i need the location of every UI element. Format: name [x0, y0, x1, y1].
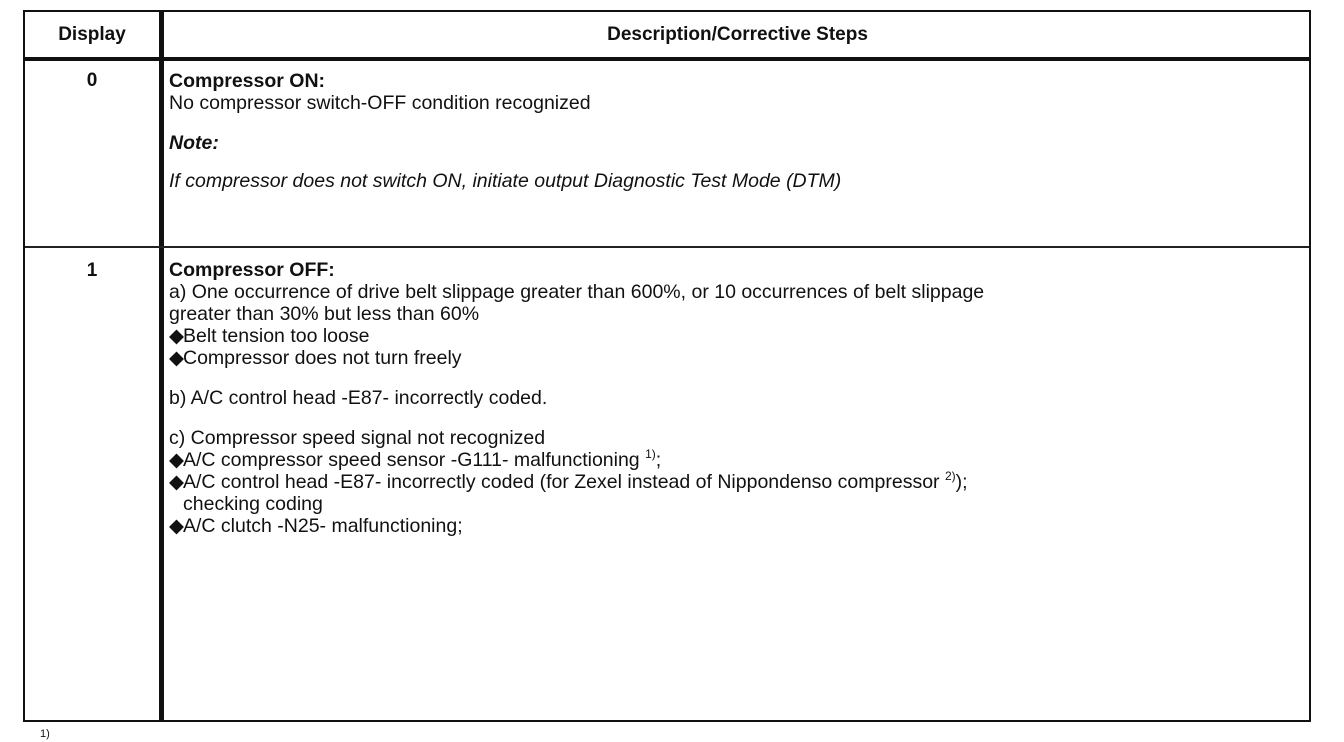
row-0-display: 0	[86, 70, 98, 91]
row-1-c-line: c) Compressor speed signal not recognized	[169, 427, 546, 449]
row-1-title: Compressor OFF:	[169, 259, 335, 281]
bullet-end: ;	[655, 449, 662, 471]
row-separator	[25, 246, 1309, 248]
row-1-a-bullet2	[169, 347, 1299, 369]
row-1-b-line: b) A/C control head -E87- incorrectly coded.	[169, 387, 548, 409]
header-rule	[25, 57, 1309, 61]
bullet-text: A/C clutch -N25- malfunctioning;	[183, 515, 463, 537]
row-0-line1: No compressor switch-OFF condition recognized	[169, 92, 591, 114]
bullet-text: Belt tension too loose	[183, 325, 370, 347]
row-1-a-bullet1	[169, 325, 1299, 347]
footnote-mark: 1)	[40, 728, 50, 740]
row-1-c-bullet1	[169, 449, 1299, 471]
bullet-end: );	[955, 471, 968, 493]
row-1-a-line1: a) One occurrence of drive belt slippage greater than 600%, or 10 occurrences of belt slippage	[169, 281, 985, 303]
bullet-text: Compressor does not turn freely	[183, 347, 462, 369]
row-0-note-text: If compressor does not switch ON, initiate output Diagnostic Test Mode (DTM)	[169, 170, 842, 192]
header-description: Description/Corrective Steps	[607, 24, 868, 45]
column-separator	[159, 12, 164, 720]
bullet-icon: ◆	[169, 515, 184, 537]
row-1-c-bullet2	[169, 471, 1299, 493]
row-1-description	[169, 259, 1299, 537]
footnote-ref: 1)	[645, 447, 656, 461]
bullet-icon: ◆	[169, 325, 184, 347]
bullet-icon: ◆	[169, 347, 184, 369]
row-0-description	[169, 70, 1299, 192]
bullet-icon: ◆	[169, 449, 184, 471]
row-0-title: Compressor ON:	[169, 70, 326, 92]
bullet-text: A/C control head -E87- incorrectly coded (for Zexel instead of Nippondenso compressor	[183, 471, 940, 493]
row-1-c-bullet3	[169, 515, 1299, 537]
footnote-ref: 2)	[944, 469, 956, 483]
bullet-text: A/C compressor speed sensor -G111- malfunctioning	[183, 449, 640, 471]
diagnostic-table	[23, 10, 1311, 722]
row-1-c-bullet2-cont: checking coding	[183, 493, 323, 515]
row-1-a-line2: greater than 30% but less than 60%	[169, 303, 480, 325]
row-0-note-label: Note:	[169, 132, 219, 154]
bullet-icon: ◆	[169, 471, 184, 493]
header-display: Display	[58, 24, 126, 45]
row-1-display: 1	[86, 260, 98, 281]
